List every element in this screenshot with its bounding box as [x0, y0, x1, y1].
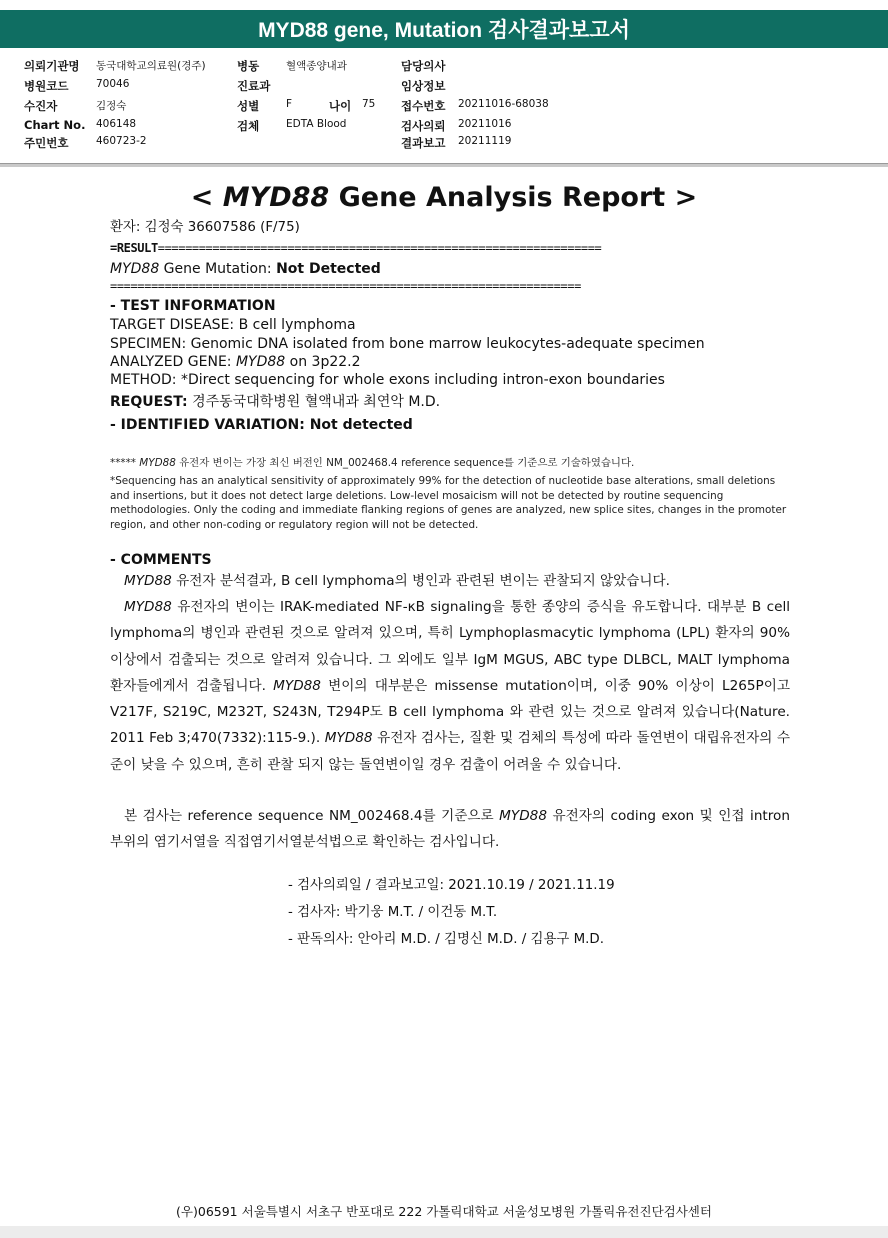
report-title-suffix: Gene Analysis Report >	[329, 182, 698, 213]
mutation-value: Not Detected	[276, 261, 381, 277]
meta-label-hospital-code: 병원코드	[24, 79, 69, 93]
bottom-band	[0, 1226, 888, 1238]
meta-label-resident-no: 주민번호	[24, 136, 69, 150]
report-title-prefix: <	[190, 182, 223, 213]
mutation-result	[110, 260, 381, 278]
comment-1-gene: MYD88	[124, 573, 172, 589]
comment-2-gene-c: MYD88	[324, 730, 373, 747]
meta-label-department: 진료과	[237, 79, 271, 93]
meta-label-sex: 성별	[237, 99, 260, 113]
result-rule	[110, 241, 601, 255]
reference-note	[110, 456, 790, 471]
result-label: =RESULT	[110, 241, 158, 255]
reference-note-text: 유전자 변이는 가장 최신 버전인 NM_002468.4 reference sequence를 기준으로 기술하였습니다.	[175, 457, 635, 469]
patient-meta-block	[0, 50, 888, 164]
comment-3-text-a: 본 검사는 reference sequence NM_002468.4를 기준으로	[124, 808, 500, 824]
reference-note-prefix: *****	[110, 457, 140, 469]
specimen-line: SPECIMEN: Genomic DNA isolated from bone marrow leukocytes-adequate specimen	[110, 336, 705, 352]
comment-3-text-b: 유전자의 coding exon 및 인접 intron 부위의 염기서열을 직접염기서열분석법으로 확인하는 검사입니다.	[110, 808, 790, 851]
meta-value-request-date: 20211016	[458, 118, 512, 130]
meta-value-chart-no: 406148	[96, 118, 137, 130]
meta-label-receipt-no: 접수번호	[401, 99, 446, 113]
meta-value-ward: 혈액종양내과	[286, 60, 347, 72]
comment-paragraph-2	[110, 594, 790, 778]
meta-value-report-date: 20211119	[458, 135, 512, 147]
meta-label-age: 나이	[329, 99, 352, 113]
comment-2-gene-b: MYD88	[273, 677, 321, 694]
comments-heading: - COMMENTS	[110, 552, 212, 568]
method-line: METHOD: *Direct sequencing for whole exons including intron-exon boundaries	[110, 372, 665, 388]
meta-label-report-date: 결과보고	[401, 136, 446, 150]
meta-label-physician: 담당의사	[401, 59, 446, 73]
meta-value-resident-no: 460723-2	[96, 135, 147, 147]
comment-2-gene: MYD88	[124, 599, 172, 615]
signature-dates: - 검사의뢰일 / 결과보고일: 2021.10.19 / 2021.11.19	[288, 878, 615, 893]
meta-label-clinical-info: 임상정보	[401, 79, 446, 93]
meta-label-request-date: 검사의뢰	[401, 119, 446, 133]
comment-3-gene: MYD88	[499, 808, 547, 824]
mutation-label: Gene Mutation:	[159, 261, 277, 277]
analyzed-prefix: ANALYZED GENE:	[110, 354, 236, 370]
result-rule-equals: =================================================================	[157, 241, 602, 255]
patient-line: 환자: 김정숙 36607586 (F/75)	[110, 220, 300, 235]
separator-rule: =====================================================================	[110, 279, 581, 293]
report-header-title: MYD88 gene, Mutation 검사결과보고서	[0, 10, 888, 48]
target-disease: TARGET DISEASE: B cell lymphoma	[110, 317, 356, 333]
report-title	[0, 182, 888, 213]
comment-paragraph-3	[110, 803, 790, 856]
signature-doctors: - 판독의사: 안아리 M.D. / 김명신 M.D. / 김용구 M.D.	[288, 932, 604, 947]
comment-1-text: 유전자 분석결과, B cell lymphoma의 병인과 관련된 변이는 관찰되지 않았습니다.	[171, 573, 670, 589]
meta-label-specimen: 검체	[237, 119, 260, 133]
reference-note-gene: MYD88	[139, 457, 176, 469]
mutation-gene: MYD88	[110, 261, 160, 277]
meta-value-patient: 김정숙	[96, 100, 127, 112]
comment-paragraph-1	[110, 568, 790, 594]
meta-divider	[0, 163, 888, 167]
meta-value-institution: 동국대학교의료원(경주)	[96, 60, 206, 72]
comment-2-text-a: 유전자의 변이는 IRAK-mediated NF-κB signaling을 통한 종양의 증식을 유도합니다. 대부분 B cell lymphoma의 병인과 관련된 것으로 알려져 있으며, 특히 Lymphoplasmacytic lymphoma (LPL) 환자의 90% 이상에서 검출되는 것으로 알려져 있습니다. 그 외에도 일부 IgM MGUS, ABC type DLBCL, MALT lymphoma 환자들에게서 검출됩니다.	[110, 599, 790, 694]
meta-value-sex: F	[286, 98, 293, 110]
meta-label-ward: 병동	[237, 59, 260, 73]
analyzed-suffix: on 3p22.2	[285, 354, 361, 370]
analyzed-gene	[110, 353, 361, 371]
comment-2-text-c: 유전자 검사는, 질환 및 검체의 특성에 따라 돌연변이 대립유전자의 수준이 낮을 수 있으며, 흔히 관찰 되지 않는 돌연변이일 경우 검출이 어려울 수 있습니다.	[110, 730, 791, 773]
request-label: REQUEST:	[110, 394, 188, 410]
meta-value-receipt-no: 20211016-68038	[458, 98, 549, 110]
test-info-heading: - TEST INFORMATION	[110, 298, 276, 314]
meta-value-hospital-code: 70046	[96, 78, 130, 90]
meta-value-specimen: EDTA Blood	[286, 118, 347, 130]
request-value: 경주동국대학병원 혈액내과 최연악 M.D.	[187, 394, 441, 410]
meta-label-chart-no: Chart No.	[24, 118, 86, 132]
meta-label-institution: 의뢰기관명	[24, 59, 80, 73]
signature-testers: - 검사자: 박기웅 M.T. / 이건동 M.T.	[288, 905, 498, 920]
identified-variation: - IDENTIFIED VARIATION: Not detected	[110, 417, 413, 433]
meta-value-age: 75	[362, 98, 376, 110]
meta-label-patient: 수진자	[24, 99, 58, 113]
footer-address: (우)06591 서울특별시 서초구 반포대로 222 가톨릭대학교 서울성모병원 가톨릭유전진단검사센터	[176, 1204, 712, 1219]
comment-2-text-b: 변이의 대부분은 missense mutation이며, 이중 90% 이상이 L265P이고 V217F, S219C, M232T, S243N, T294P도 B cell lymphoma 와 관련 있는 것으로 알려져 있습니다(Nature. 2011 Feb 3;470(7332):115-9.).	[110, 677, 790, 747]
report-title-gene: MYD88	[222, 182, 330, 213]
sensitivity-note: *Sequencing has an analytical sensitivity of approximately 99% for the detection of nucleotide base alterations, small deletions and insertions, but it does not detect large deletions. Low-level mosaicism will not be detected by routine sequencing methodologies. Only the coding and immediate flanking regions of genes are analyzed, new splice sites, changes in the promoter region, and other non-coding or regulatory region will not be detected.	[110, 475, 787, 531]
analyzed-gene-name: MYD88	[235, 354, 286, 370]
request-line	[110, 393, 440, 411]
